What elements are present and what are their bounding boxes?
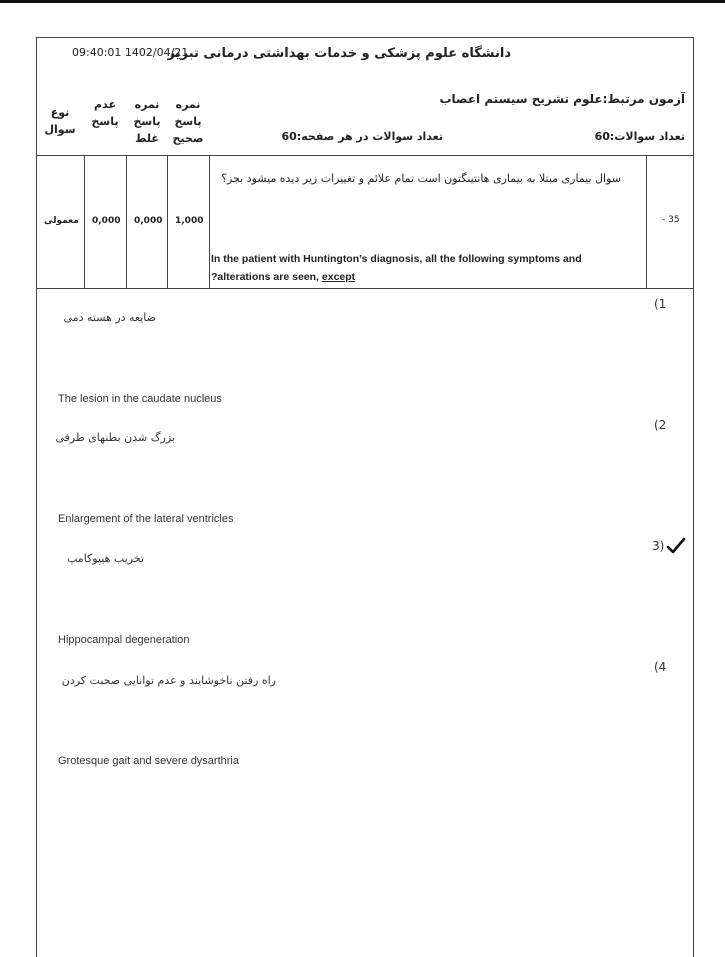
correct-score: 1,000: [175, 216, 204, 226]
top-bar: [0, 0, 725, 3]
table-col-line: [126, 155, 127, 289]
no-answer-score: 0,000: [92, 216, 121, 226]
except-keyword: except: [321, 271, 356, 283]
question-text-en-prefix: ?alterations are seen,: [211, 271, 322, 283]
option-text-fa-1[interactable]: ضایعه در هسته دمی: [63, 311, 156, 324]
option-text-en-2[interactable]: Enlargement of the lateral ventricles: [58, 513, 234, 525]
university-title: دانشگاه علوم پزشکی و خدمات بهداشتی درمانی تبریز: [167, 46, 511, 61]
column-header-type: نوع سوال: [44, 106, 76, 136]
questions-per-page: تعداد سوالات در هر صفحه:60: [281, 130, 443, 143]
checkmark-icon: [666, 536, 686, 556]
option-text-fa-3[interactable]: تخریب هیپوکامپ: [67, 552, 144, 565]
question-text-en-line2: [211, 271, 355, 283]
option-text-fa-2[interactable]: بزرگ شدن بطنهای طرفی: [55, 431, 175, 444]
option-number-3: 3): [652, 539, 665, 553]
table-col-line: [646, 155, 647, 289]
wrong-score: 0,000: [134, 216, 163, 226]
question-text-en-line1: In the patient with Huntington’s diagnosis, all the following symptoms and: [211, 253, 582, 265]
option-number-2: (2: [654, 418, 667, 432]
question-number: - 35: [662, 215, 680, 225]
table-col-line: [167, 155, 168, 289]
question-type: معمولی: [44, 216, 79, 226]
column-header-correct: نمره پاسخ صحیح: [172, 98, 204, 145]
table-col-line: [84, 155, 85, 289]
column-header-wrong: نمره پاسخ غلط: [133, 98, 161, 145]
question-text-fa: سوال بیماری مبتلا به بیماری هانتینگتون است تمام علائم و تغییرات زیر دیده میشود بجز؟: [221, 172, 621, 185]
table-divider-top: [36, 155, 694, 156]
exam-label: آزمون مرتبط:علوم تشریح سیستم اعصاب: [439, 92, 685, 106]
column-header-no-answer: عدم پاسخ: [91, 98, 119, 128]
option-text-en-4[interactable]: Grotesque gait and severe dysarthria: [58, 755, 239, 767]
table-col-line: [209, 155, 210, 289]
option-text-en-1[interactable]: The lesion in the caudate nucleus: [58, 393, 222, 405]
option-number-1: (1: [654, 297, 667, 311]
option-text-fa-4[interactable]: راه رفتن ناخوشایند و عدم توانایی صحبت کردن: [61, 674, 276, 687]
table-divider-bottom: [36, 288, 694, 289]
option-number-4: (4: [654, 660, 667, 674]
total-questions: تعداد سوالات:60: [594, 130, 685, 143]
timestamp: 09:40:01 1402/04/21: [72, 46, 189, 59]
option-text-en-3[interactable]: Hippocampal degeneration: [58, 634, 190, 646]
